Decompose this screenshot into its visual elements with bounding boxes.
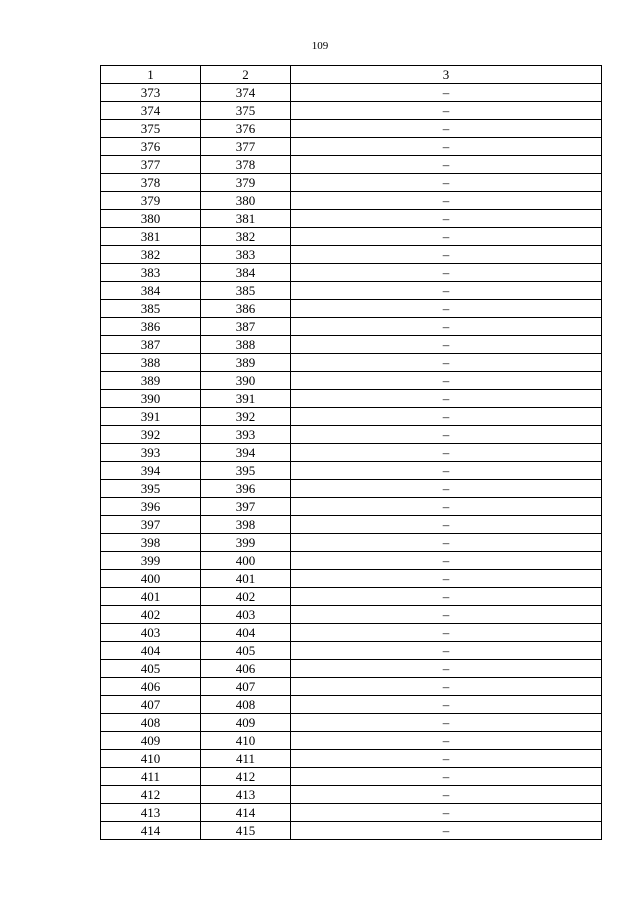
table-cell-col-3: – (291, 138, 602, 156)
table-row (101, 264, 602, 282)
table-cell-col-2: 407 (201, 678, 291, 696)
table-cell-col-2: 388 (201, 336, 291, 354)
table-cell-col-3: – (291, 552, 602, 570)
page-number: 109 (311, 40, 329, 52)
table-row (101, 498, 602, 516)
table-cell-col-1: 391 (101, 408, 201, 426)
table-cell-col-1: 395 (101, 480, 201, 498)
table-cell-col-3: – (291, 390, 602, 408)
table-row (101, 750, 602, 768)
table-cell-col-2: 384 (201, 264, 291, 282)
table-cell-col-3: – (291, 822, 602, 840)
table-row (101, 732, 602, 750)
table-row (101, 192, 602, 210)
table-cell-col-1: 385 (101, 300, 201, 318)
table-cell-col-2: 380 (201, 192, 291, 210)
table-cell-col-1: 414 (101, 822, 201, 840)
table-row (101, 768, 602, 786)
table-cell-col-2: 374 (201, 84, 291, 102)
table-body (101, 84, 602, 840)
table-cell-col-2: 376 (201, 120, 291, 138)
table-cell-col-1: 390 (101, 390, 201, 408)
table-cell-col-3: – (291, 228, 602, 246)
table-cell-col-1: 394 (101, 462, 201, 480)
table-cell-col-2: 375 (201, 102, 291, 120)
table-row (101, 570, 602, 588)
table-row (101, 156, 602, 174)
table-cell-col-1: 396 (101, 498, 201, 516)
table-cell-col-2: 382 (201, 228, 291, 246)
table-row (101, 282, 602, 300)
table-cell-col-1: 409 (101, 732, 201, 750)
table-cell-col-1: 383 (101, 264, 201, 282)
table-cell-col-2: 398 (201, 516, 291, 534)
table-cell-col-2: 378 (201, 156, 291, 174)
table-cell-col-2: 415 (201, 822, 291, 840)
table-cell-col-2: 395 (201, 462, 291, 480)
table-cell-col-1: 388 (101, 354, 201, 372)
table-row (101, 588, 602, 606)
table-cell-col-1: 380 (101, 210, 201, 228)
table-cell-col-1: 384 (101, 282, 201, 300)
table-cell-col-2: 409 (201, 714, 291, 732)
table-cell-col-2: 377 (201, 138, 291, 156)
table-cell-col-2: 402 (201, 588, 291, 606)
table-row (101, 696, 602, 714)
table-cell-col-2: 393 (201, 426, 291, 444)
table-cell-col-1: 404 (101, 642, 201, 660)
table-cell-col-1: 393 (101, 444, 201, 462)
table-cell-col-3: – (291, 498, 602, 516)
table-cell-col-3: – (291, 678, 602, 696)
table-cell-col-1: 412 (101, 786, 201, 804)
table-cell-col-2: 412 (201, 768, 291, 786)
table-cell-col-1: 401 (101, 588, 201, 606)
table-row (101, 516, 602, 534)
table-header (101, 66, 602, 84)
column-header-2: 2 (201, 66, 291, 84)
table-row (101, 480, 602, 498)
table-cell-col-2: 385 (201, 282, 291, 300)
table-row (101, 300, 602, 318)
table-cell-col-3: – (291, 480, 602, 498)
table-cell-col-1: 379 (101, 192, 201, 210)
table-cell-col-2: 381 (201, 210, 291, 228)
table-cell-col-1: 411 (101, 768, 201, 786)
table-cell-col-3: – (291, 120, 602, 138)
table-cell-col-2: 387 (201, 318, 291, 336)
table-cell-col-1: 376 (101, 138, 201, 156)
table-row (101, 408, 602, 426)
table-row (101, 822, 602, 840)
table-cell-col-2: 397 (201, 498, 291, 516)
table-cell-col-3: – (291, 786, 602, 804)
table-cell-col-1: 378 (101, 174, 201, 192)
table-cell-col-1: 406 (101, 678, 201, 696)
table-cell-col-3: – (291, 804, 602, 822)
table-row (101, 444, 602, 462)
table-cell-col-3: – (291, 606, 602, 624)
data-table (100, 65, 602, 840)
table-cell-col-2: 411 (201, 750, 291, 768)
table-cell-col-2: 404 (201, 624, 291, 642)
table-cell-col-1: 373 (101, 84, 201, 102)
table-cell-col-2: 405 (201, 642, 291, 660)
table-cell-col-3: – (291, 354, 602, 372)
table-cell-col-1: 402 (101, 606, 201, 624)
table-cell-col-3: – (291, 696, 602, 714)
table-cell-col-1: 408 (101, 714, 201, 732)
table-row (101, 336, 602, 354)
table-cell-col-1: 377 (101, 156, 201, 174)
table-cell-col-2: 400 (201, 552, 291, 570)
table-cell-col-3: – (291, 462, 602, 480)
table-cell-col-2: 390 (201, 372, 291, 390)
table-cell-col-1: 386 (101, 318, 201, 336)
table-cell-col-3: – (291, 174, 602, 192)
table-cell-col-2: 386 (201, 300, 291, 318)
table-cell-col-2: 406 (201, 660, 291, 678)
table-row (101, 228, 602, 246)
table-cell-col-3: – (291, 84, 602, 102)
table-cell-col-1: 413 (101, 804, 201, 822)
table-cell-col-2: 383 (201, 246, 291, 264)
table-cell-col-3: – (291, 426, 602, 444)
table-cell-col-2: 396 (201, 480, 291, 498)
table-cell-col-2: 394 (201, 444, 291, 462)
table-cell-col-3: – (291, 444, 602, 462)
table-cell-col-1: 397 (101, 516, 201, 534)
table-row (101, 210, 602, 228)
table-cell-col-2: 379 (201, 174, 291, 192)
table-cell-col-3: – (291, 336, 602, 354)
table-cell-col-3: – (291, 264, 602, 282)
table-row (101, 84, 602, 102)
table-row (101, 642, 602, 660)
table-cell-col-3: – (291, 318, 602, 336)
table-cell-col-1: 399 (101, 552, 201, 570)
table-cell-col-1: 374 (101, 102, 201, 120)
table-cell-col-3: – (291, 732, 602, 750)
table-cell-col-2: 414 (201, 804, 291, 822)
table-row (101, 552, 602, 570)
table-cell-col-3: – (291, 714, 602, 732)
table-cell-col-2: 413 (201, 786, 291, 804)
table-cell-col-2: 391 (201, 390, 291, 408)
table-cell-col-3: – (291, 660, 602, 678)
table-row (101, 660, 602, 678)
table-cell-col-1: 387 (101, 336, 201, 354)
table-row (101, 624, 602, 642)
table-cell-col-1: 375 (101, 120, 201, 138)
table-cell-col-3: – (291, 516, 602, 534)
table-row (101, 786, 602, 804)
table-row (101, 246, 602, 264)
table-cell-col-2: 399 (201, 534, 291, 552)
table-cell-col-2: 389 (201, 354, 291, 372)
table-row (101, 390, 602, 408)
table-row (101, 714, 602, 732)
table-cell-col-1: 400 (101, 570, 201, 588)
table-row (101, 426, 602, 444)
table-row (101, 102, 602, 120)
table-cell-col-2: 392 (201, 408, 291, 426)
table-row (101, 372, 602, 390)
table-cell-col-1: 382 (101, 246, 201, 264)
table-row (101, 318, 602, 336)
table-row (101, 120, 602, 138)
table-cell-col-2: 403 (201, 606, 291, 624)
table-cell-col-3: – (291, 408, 602, 426)
table-row (101, 354, 602, 372)
table-cell-col-3: – (291, 588, 602, 606)
table-row (101, 804, 602, 822)
table-cell-col-3: – (291, 156, 602, 174)
table-row (101, 534, 602, 552)
table-cell-col-1: 389 (101, 372, 201, 390)
table-row (101, 462, 602, 480)
table-cell-col-1: 410 (101, 750, 201, 768)
table-cell-col-3: – (291, 192, 602, 210)
table-row (101, 678, 602, 696)
table-cell-col-3: – (291, 210, 602, 228)
table-cell-col-1: 407 (101, 696, 201, 714)
column-header-1: 1 (101, 66, 201, 84)
table-row (101, 174, 602, 192)
header-row (101, 66, 602, 84)
table-cell-col-1: 403 (101, 624, 201, 642)
column-header-3: 3 (291, 66, 602, 84)
table-cell-col-3: – (291, 102, 602, 120)
table-cell-col-2: 401 (201, 570, 291, 588)
table-cell-col-3: – (291, 282, 602, 300)
table-cell-col-3: – (291, 624, 602, 642)
table-cell-col-3: – (291, 768, 602, 786)
table-cell-col-2: 408 (201, 696, 291, 714)
table-cell-col-1: 405 (101, 660, 201, 678)
table-row (101, 606, 602, 624)
table-cell-col-3: – (291, 372, 602, 390)
table-cell-col-1: 398 (101, 534, 201, 552)
table-cell-col-1: 392 (101, 426, 201, 444)
table-cell-col-3: – (291, 570, 602, 588)
table-cell-col-3: – (291, 642, 602, 660)
table-cell-col-3: – (291, 246, 602, 264)
table-cell-col-2: 410 (201, 732, 291, 750)
table-cell-col-3: – (291, 750, 602, 768)
table-cell-col-3: – (291, 300, 602, 318)
table-row (101, 138, 602, 156)
table-cell-col-3: – (291, 534, 602, 552)
table-cell-col-1: 381 (101, 228, 201, 246)
